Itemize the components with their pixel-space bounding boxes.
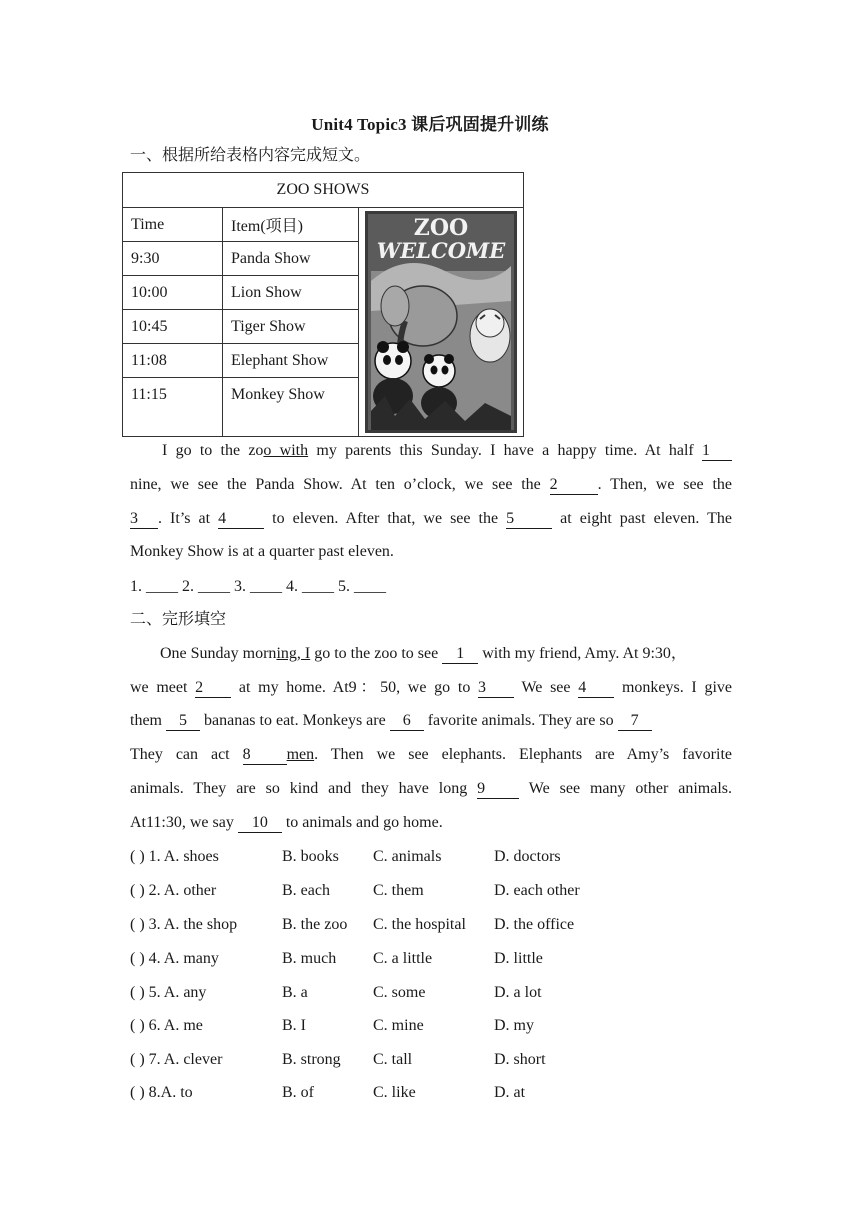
cloze-blank-1[interactable]: 1 xyxy=(442,645,478,664)
option-d[interactable]: D. the office xyxy=(494,916,575,933)
passage1-line4: Monkey Show is at a quarter past eleven. xyxy=(130,543,394,560)
question-stem: ( ) 7. A. clever xyxy=(130,1051,223,1068)
option-c[interactable]: C. a little xyxy=(373,950,433,967)
cloze-blank-3[interactable]: 3 xyxy=(478,679,514,698)
passage2-line4: They can act 8 men. Then we see elephants. Elephants are Amy’s favorite xyxy=(130,746,732,763)
option-c[interactable]: C. tall xyxy=(373,1051,413,1068)
passage1-line2: nine, we see the Panda Show. At ten o’clock, we see the 2 . Then, we see the xyxy=(130,476,732,493)
option-d[interactable]: D. doctors xyxy=(494,848,561,865)
poster-title-zoo: ZOO xyxy=(413,215,469,241)
option-c[interactable]: C. like xyxy=(373,1084,416,1101)
option-b[interactable]: B. each xyxy=(282,882,330,899)
row-time: 10:00 xyxy=(123,276,223,310)
column-header-time: Time xyxy=(123,208,223,242)
row-item: Panda Show xyxy=(223,242,359,276)
passage2-line5: animals. They are so kind and they have long 9 We see many other animals. xyxy=(130,780,732,797)
section1-heading: 一、根据所给表格内容完成短文。 xyxy=(130,147,371,164)
blank-3[interactable]: 3 xyxy=(130,510,158,529)
row-time: 11:15 xyxy=(123,378,223,437)
option-d[interactable]: D. my xyxy=(494,1017,534,1034)
question-stem: ( ) 5. A. any xyxy=(130,984,207,1001)
cloze-blank-9[interactable]: 9 xyxy=(477,780,519,799)
section2-heading: 二、完形填空 xyxy=(130,611,227,628)
option-c[interactable]: C. mine xyxy=(373,1017,424,1034)
option-d[interactable]: D. little xyxy=(494,950,543,967)
option-b[interactable]: B. strong xyxy=(282,1051,341,1068)
row-time: 9:30 xyxy=(123,242,223,276)
passage2-line3: them 5 bananas to eat. Monkeys are 6 favorite animals. They are so 7 xyxy=(130,711,652,731)
option-d[interactable]: D. short xyxy=(494,1051,546,1068)
option-b[interactable]: B. the zoo xyxy=(282,916,348,933)
passage1-line3: 3 . It’s at 4 to eleven. After that, we see the 5 at eight past eleven. The xyxy=(130,510,732,527)
question-stem: ( ) 2. A. other xyxy=(130,882,217,899)
question-stem: ( ) 1. A. shoes xyxy=(130,848,219,865)
option-c[interactable]: C. some xyxy=(373,984,426,1001)
passage2-line1: One Sunday morning, I go to the zoo to see 1 with my friend, Amy. At 9:30， xyxy=(160,645,687,662)
cloze-blank-10[interactable]: 10 xyxy=(238,814,282,833)
option-c[interactable]: C. them xyxy=(373,882,424,899)
question-stem: ( ) 6. A. me xyxy=(130,1017,203,1034)
passage2-line6: At11:30, we say 10 to animals and go home. xyxy=(130,814,443,831)
row-time: 11:08 xyxy=(123,344,223,378)
blank-4[interactable]: 4 xyxy=(218,510,264,529)
blank-5[interactable]: 5 xyxy=(506,510,552,529)
passage1-line1: I go to the zoo with my parents this Sunday. I have a happy time. At half 1 xyxy=(162,441,732,461)
row-item: Lion Show xyxy=(223,276,359,310)
option-b[interactable]: B. a xyxy=(282,984,308,1001)
blank-2[interactable]: 2 xyxy=(550,476,598,495)
row-item: Elephant Show xyxy=(223,344,359,378)
cloze-blank-8[interactable]: 8 xyxy=(243,746,287,765)
row-item: Monkey Show xyxy=(223,378,359,437)
question-stem: ( ) 4. A. many xyxy=(130,950,219,967)
cloze-blank-5[interactable]: 5 xyxy=(166,712,200,731)
zoo-shows-table xyxy=(122,172,524,437)
column-header-item: Item(项目) xyxy=(223,208,359,242)
option-b[interactable]: B. books xyxy=(282,848,339,865)
option-d[interactable]: D. each other xyxy=(494,882,580,899)
cloze-blank-4[interactable]: 4 xyxy=(578,679,614,698)
option-b[interactable]: B. of xyxy=(282,1084,314,1101)
zoo-poster-cell xyxy=(359,208,524,437)
blank-1[interactable]: 1 xyxy=(702,442,732,461)
page-title: Unit4 Topic3 课后巩固提升训练 xyxy=(311,115,549,134)
option-d[interactable]: D. a lot xyxy=(494,984,542,1001)
row-time: 10:45 xyxy=(123,310,223,344)
option-c[interactable]: C. animals xyxy=(373,848,442,865)
passage2-line2: we meet 2 at my home. At9：50, we go to 3 We see 4 monkeys. I give xyxy=(130,679,733,696)
question-stem: ( ) 8.A. to xyxy=(130,1084,193,1101)
row-item: Tiger Show xyxy=(223,310,359,344)
cloze-blank-2[interactable]: 2 xyxy=(195,679,231,698)
option-b[interactable]: B. I xyxy=(282,1017,306,1034)
option-b[interactable]: B. much xyxy=(282,950,337,967)
poster-title-welcome: WELCOME xyxy=(376,238,506,263)
option-d[interactable]: D. at xyxy=(494,1084,526,1101)
answer-blanks: 1. ____ 2. ____ 3. ____ 4. ____ 5. ____ xyxy=(130,578,386,595)
cloze-blank-6[interactable]: 6 xyxy=(390,712,424,731)
table-header: ZOO SHOWS xyxy=(123,173,524,208)
option-c[interactable]: C. the hospital xyxy=(373,916,466,933)
zoo-welcome-poster xyxy=(365,211,517,433)
cloze-blank-7[interactable]: 7 xyxy=(618,712,652,731)
question-stem: ( ) 3. A. the shop xyxy=(130,916,238,933)
